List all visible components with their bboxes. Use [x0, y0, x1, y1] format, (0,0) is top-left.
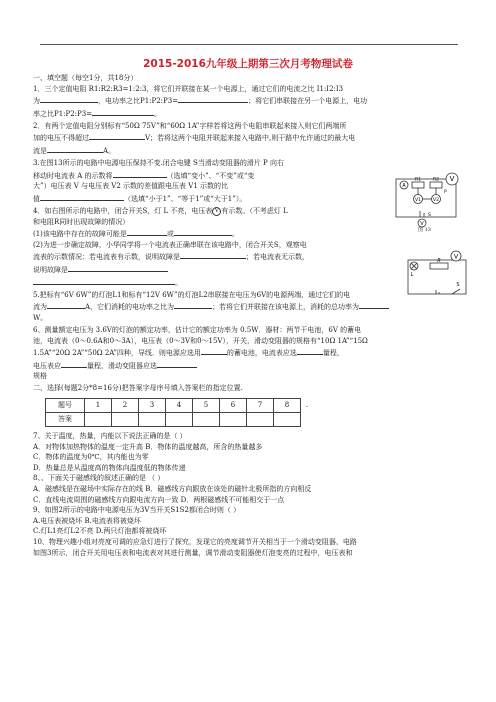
q8-option: C．直线电流周围的磁感线方向跟电流方向一致 D．两根磁感线不可能相交于一点 — [33, 495, 285, 504]
header-rule — [40, 44, 458, 45]
answer-blank[interactable] — [174, 300, 212, 309]
q5-line: W。 — [33, 313, 48, 322]
answer-cell[interactable] — [166, 413, 193, 427]
answer-blank[interactable] — [127, 227, 167, 236]
q2-line: 加的电压不得超过 V；若将这两个电阻并联起来接入电路中,则干路中允许通过的最大电 — [33, 131, 457, 144]
circuit-figure-13 — [392, 171, 464, 229]
q3-line: 值 （选填“小于1”、“等于1”或“大于1”）。 — [33, 192, 457, 205]
answer-cell[interactable] — [247, 413, 274, 427]
slider-label: P — [444, 190, 447, 195]
voltmeter-label: V — [453, 253, 459, 261]
q2-line: 2．有两个定值电阻分别标有“50Ω 75V”和“60Ω 1A”字样若将这两个电阻串联起来接入则它们两端所 — [33, 121, 347, 130]
q10-line: 10、物理兴趣小组对亮度可调的应急灯进行了探究，发现它的亮度调节开关相当于一个滑动变阻器，电路 — [33, 537, 357, 546]
answer-table — [45, 398, 314, 427]
answer-blank[interactable] — [47, 144, 103, 153]
answer-cell[interactable] — [139, 413, 166, 427]
answer-blank[interactable] — [297, 346, 323, 355]
q7-option: C．物体的温度为0℃，其内能也为零 — [33, 453, 149, 462]
table-row — [46, 413, 314, 427]
answer-blank[interactable] — [40, 94, 98, 103]
q7-option: D．热量总是从温度高的物体向温度低的物体传递 — [33, 463, 186, 472]
section-1-heading: 一、填空题（每空1分，共18分） — [33, 74, 138, 82]
answer-blank[interactable] — [178, 94, 248, 103]
answer-blank[interactable] — [92, 107, 154, 116]
answer-blank[interactable] — [68, 263, 168, 272]
answer-blank[interactable] — [157, 359, 197, 368]
answer-blank[interactable] — [174, 227, 232, 236]
answer-cell[interactable] — [274, 413, 301, 427]
answer-blank[interactable] — [61, 359, 87, 368]
answer-blank[interactable] — [201, 346, 227, 355]
question-number: 2 — [112, 399, 139, 413]
answer-blank[interactable] — [47, 300, 85, 309]
q7-option: A．对物体加热物体的温度一定升高 B．物体的温度越高，所含的热量越多 — [33, 442, 263, 451]
table-header-cell: 答案 — [46, 413, 85, 427]
q4-line: 流表的示数情况：若电流表有示数，说明故障是 ；若电流表无示数， — [33, 250, 457, 263]
q5-line: 流为 A，它们消耗的电功率之比为 ；若将它们并联接在该电源上，消耗的总功率为 — [33, 300, 457, 313]
q6-line: 规格 — [33, 372, 47, 381]
q8-option: A．磁感线是在磁场中实际存在的线 B．磁感线方向跟放在该处的磁针北极所指的方向相反 — [33, 485, 312, 493]
answer-blank[interactable] — [89, 131, 145, 140]
page-title: 2015-2016九年级上期第三次月考物理试卷 — [143, 58, 353, 70]
q4-line: (2)为进一步确定故障，小华同学将一个电流表正确串联在该电路中，闭合开关S，观察电 — [33, 240, 307, 249]
q9-line: 9、如图2所示的电路中电源电压为3V当开关S1S2都闭合时则（ ） — [33, 506, 241, 515]
q3-line: 移动时电流表 A 的示数将 （选填“变小”、“不变”或“变 — [33, 169, 457, 182]
q3-line: 3.在图13所示的电路中电源电压保持不变.闭合电键 S当滑动变阻器的滑片 P 向右 — [33, 159, 284, 168]
q6-line: 1.5A”“20Ω 2A”“50Ω 2A”四种，导线．则电源应选用 的蓄电池，电流表应选 量程， — [33, 346, 457, 359]
question-number: 3 — [139, 399, 166, 413]
document-body — [33, 73, 460, 558]
answer-blank[interactable] — [180, 250, 246, 259]
q6-line: 池，电流表（0～0.6A和0～3A），电压表（0～3V和0～15V），开关，滑动变阻器的规格有“10Ω 1A”“15Ω — [33, 336, 368, 345]
switch-label: S — [456, 282, 460, 288]
resistor-r1-label: R1 — [415, 177, 421, 183]
voltmeter-v2-label: V2 — [433, 198, 439, 203]
q1-line: 率之比P1:P2:P3= 。 — [33, 107, 457, 120]
answer-cell[interactable] — [193, 413, 220, 427]
q4-line: 说明故障是 — [33, 263, 457, 276]
question-number: 1 — [85, 399, 112, 413]
question-number: 4 — [166, 399, 193, 413]
q1-line: 为 ，电功率之比P1:P2:P3= ；将它们串联接在另一个电源上，电功 — [33, 94, 457, 107]
q7-line: 7、关于温度，热量，内能以下说法正确的是（ ） — [33, 432, 187, 441]
table-trailing-mark: . — [305, 401, 309, 410]
q5-line: 5.把标有“6V 6W”的灯泡L1和标有“12V 6W”的灯泡L2串联接在电压为6V的电源两端，通过它们的电 — [33, 290, 351, 299]
lamp-label: L — [410, 272, 414, 278]
question-number: 6 — [220, 399, 247, 413]
section-2-heading: 二、选择(每题2分*8=16分)把答案字母序号填入答案栏的指定位置. — [33, 384, 243, 393]
answer-blank[interactable] — [40, 192, 124, 201]
q4-line: 。 — [33, 276, 457, 289]
answer-cell[interactable] — [85, 413, 112, 427]
circuit-figure-q4 — [402, 250, 472, 300]
bottom-voltmeter-label: V — [420, 221, 424, 227]
answer-blank[interactable] — [359, 300, 389, 309]
answer-cell[interactable] — [220, 413, 247, 427]
voltmeter-v1-label: V1 — [415, 198, 421, 203]
resistor-label: R — [437, 258, 441, 264]
ammeter-label: A — [402, 183, 406, 189]
q6-line: 电压表应 量程，滑动变阻器应选 — [33, 359, 457, 372]
voltmeter-icon: V — [212, 207, 221, 216]
answer-blank[interactable] — [33, 276, 175, 285]
voltmeter-label: V — [449, 175, 455, 183]
q4-line: 和电阻R同时出现故障的情况） — [33, 217, 130, 226]
q1-line: 1．三个定值电阻 R1:R2:R3=1:2:3，将它们并联接在某一个电源上，通过它们的电流之比 I1:I2:I3 — [33, 84, 344, 93]
q9-option: A.电压表被烧坏 B.电流表将被烧坏 — [33, 516, 141, 525]
q3-line: 大”）电压表 V 与电压表 V2 示数的差值跟电压表 V1 示数的比 — [33, 182, 229, 191]
q8-line: 8、、下面关于磁感线的叙述正确的是 （ ） — [33, 474, 165, 483]
table-header-cell: 题号 — [46, 399, 85, 413]
table-row — [46, 399, 314, 413]
answer-cell[interactable] — [112, 413, 139, 427]
switch-label: S — [428, 213, 431, 218]
question-number: 5 — [193, 399, 220, 413]
q9-option: C.灯L1亮灯L2不亮 D.两只灯泡都将被烧坏 — [33, 527, 167, 536]
question-number: 8 — [274, 399, 301, 413]
question-number: 7 — [247, 399, 274, 413]
q10-line: 如图3所示，闭合开关用电压表和电流表对其进行测量，调节滑动变阻器使灯泡变亮的过程中，电压表和 — [33, 548, 353, 557]
figure-caption: 图 13 — [418, 227, 431, 233]
q6-line: 6、测量额定电压为 3.6V的灯泡的额定功率，估计它的额定功率为 0.5W．器材：两节干电池，6V 的蓄电 — [33, 325, 362, 334]
q2-line: 流是 A。 — [33, 144, 457, 157]
resistor-r2-label: R2 — [433, 177, 439, 183]
q4-line: (1)该电路中存在的故障可能是 或 。 — [33, 227, 457, 240]
answer-blank[interactable] — [113, 169, 167, 178]
q4-line: 4．如右图所示的电路中，闭合开关S，灯 L 不亮，电压表 V 有示数。（不考虑灯 L — [33, 207, 288, 216]
